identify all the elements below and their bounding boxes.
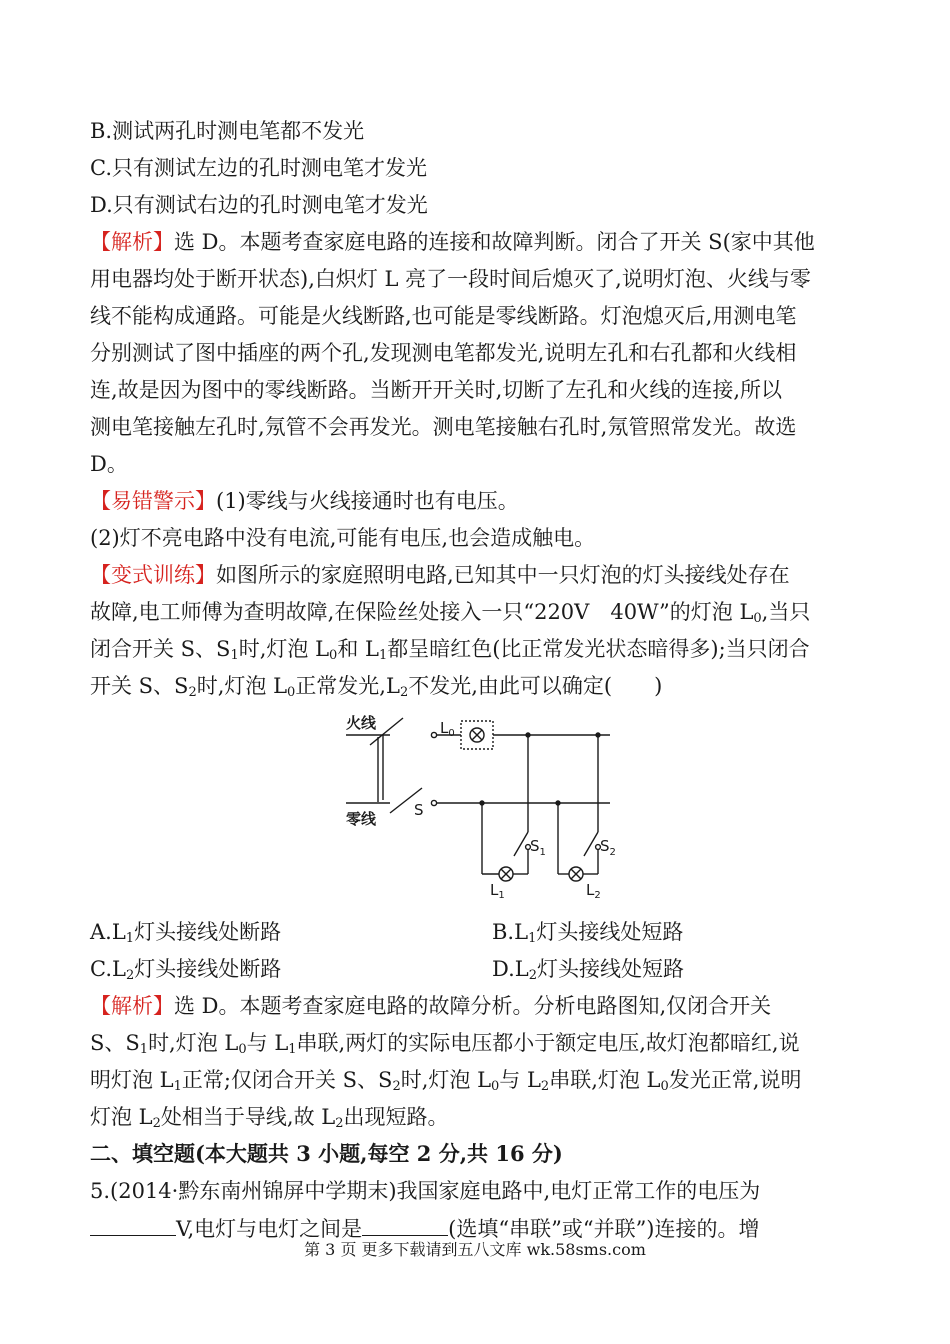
analysis2-line-1: 【解析】选 D。本题考查家庭电路的故障分析。分析电路图知,仅闭合开关 — [90, 994, 772, 1018]
s2-switch — [584, 832, 598, 856]
analysis1-line-1: 【解析】选 D。本题考查家庭电路的连接和故障判断。闭合了开关 S(家中其他 — [90, 230, 815, 254]
label-l2: $L_2$ — [586, 881, 601, 900]
label-switch-s: S — [414, 801, 424, 819]
analysis1-line-2: 用电器均处于断开状态),白炽灯 L 亮了一段时间后熄灭了,说明灯泡、火线与零 — [90, 267, 811, 291]
analysis2-line-4: 灯泡 $L_2$处相当于导线,故 $L_2$出现短路。 — [90, 1105, 449, 1131]
option-c-prev: C.只有测试左边的孔时测电笔才发光 — [90, 156, 427, 180]
label-l0: $L_0$ — [440, 719, 455, 739]
variant-line-4: 开关 S、$S_2$时,灯泡 $L_0$正常发光$,L_2$不发光,由此可以确定( ) — [90, 674, 663, 700]
section-heading: 二、填空题(本大题共 3 小题,每空 2 分,共 16 分) — [90, 1141, 563, 1166]
option-b-prev: B.测试两孔时测电笔都不发光 — [90, 119, 365, 143]
label-s1: $S_1$ — [530, 837, 546, 858]
live-terminal — [431, 732, 436, 737]
label-s2: $S_2$ — [600, 837, 616, 858]
answer-blank-1[interactable] — [90, 1213, 176, 1236]
option-c: $C.L_2$灯头接线处断路 — [90, 957, 282, 983]
analysis1-line-6: 测电笔接触左孔时,氖管不会再发光。测电笔接触右孔时,氖管照常发光。故选 — [90, 415, 797, 439]
options-row-2 — [90, 954, 862, 984]
label-neutral: 零线 — [346, 810, 377, 828]
variant-line-3: 闭合开关 S、$S_1$时,灯泡 $L_0$和 $L_1$都呈暗红色(比正常发光状态暗得多);当只闭合 — [90, 637, 810, 663]
warning-line-1: 【易错警示】(1)零线与火线接通时也有电压。 — [90, 489, 519, 513]
option-b: $B.L_1$灯头接线处短路 — [492, 920, 684, 946]
question-5-line-2: V,电灯与电灯之间是 (选填“串联”或“并联”)连接的。增 — [90, 1213, 862, 1244]
analysis1-line-4: 分别测试了图中插座的两个孔,发现测电笔都发光,说明左孔和右孔都和火线相 — [90, 341, 797, 365]
option-a: $A.L_1$灯头接线处断路 — [90, 920, 282, 946]
variant-line-2: 故障,电工师傅为查明故障,在保险丝处接入一只“220V 40W”的灯泡 $L_0$,当只 — [90, 600, 811, 626]
page-footer: 第 3 页 更多下载请到五八文库 wk.58sms.com — [304, 1240, 646, 1259]
variant-line-1: 【变式训练】如图所示的家庭照明电路,已知其中一只灯泡的灯头接线处存在 — [90, 563, 790, 587]
variant-tag: 【变式训练】 — [90, 563, 216, 587]
question-5-line-1: 5.(2014·黔东南州锦屏中学期末)我国家庭电路中,电灯正常工作的电压为 — [90, 1179, 761, 1203]
neutral-terminal — [431, 800, 436, 805]
s1-switch — [514, 832, 528, 856]
analysis2-line-3: 明灯泡 $L_1$正常;仅闭合开关 S、$S_2$时,灯泡 $L_0$与 $L_2$串联,灯泡 $L_0$发光正常,说明 — [90, 1068, 802, 1094]
analysis1-line-7: D。 — [90, 452, 128, 476]
label-l1: $L_1$ — [490, 881, 505, 900]
label-live: 火线 — [346, 714, 377, 732]
analysis1-line-5: 连,故是因为图中的零线断路。当断开开关时,切断了左孔和火线的连接,所以 — [90, 378, 783, 402]
analysis1-line-3: 线不能构成通路。可能是火线断路,也可能是零线断路。灯泡熄灭后,用测电笔 — [90, 304, 797, 328]
analysis2-line-2: S、$S_1$时,灯泡 $L_0$与 $L_1$串联,两灯的实际电压都小于额定电压,故灯泡都暗红,说 — [90, 1031, 800, 1057]
answer-blank-2[interactable] — [362, 1213, 448, 1236]
option-d: $D.L_2$灯头接线处短路 — [492, 957, 684, 983]
circuit-diagram — [330, 710, 630, 900]
analysis-tag: 【解析】 — [90, 230, 174, 254]
option-d-prev: D.只有测试右边的孔时测电笔才发光 — [90, 193, 428, 217]
analysis-tag-2: 【解析】 — [90, 994, 174, 1018]
warning-line-2: (2)灯不亮电路中没有电流,可能有电压,也会造成触电。 — [90, 526, 596, 550]
warning-tag: 【易错警示】 — [90, 489, 216, 513]
options-row-1 — [90, 917, 862, 947]
